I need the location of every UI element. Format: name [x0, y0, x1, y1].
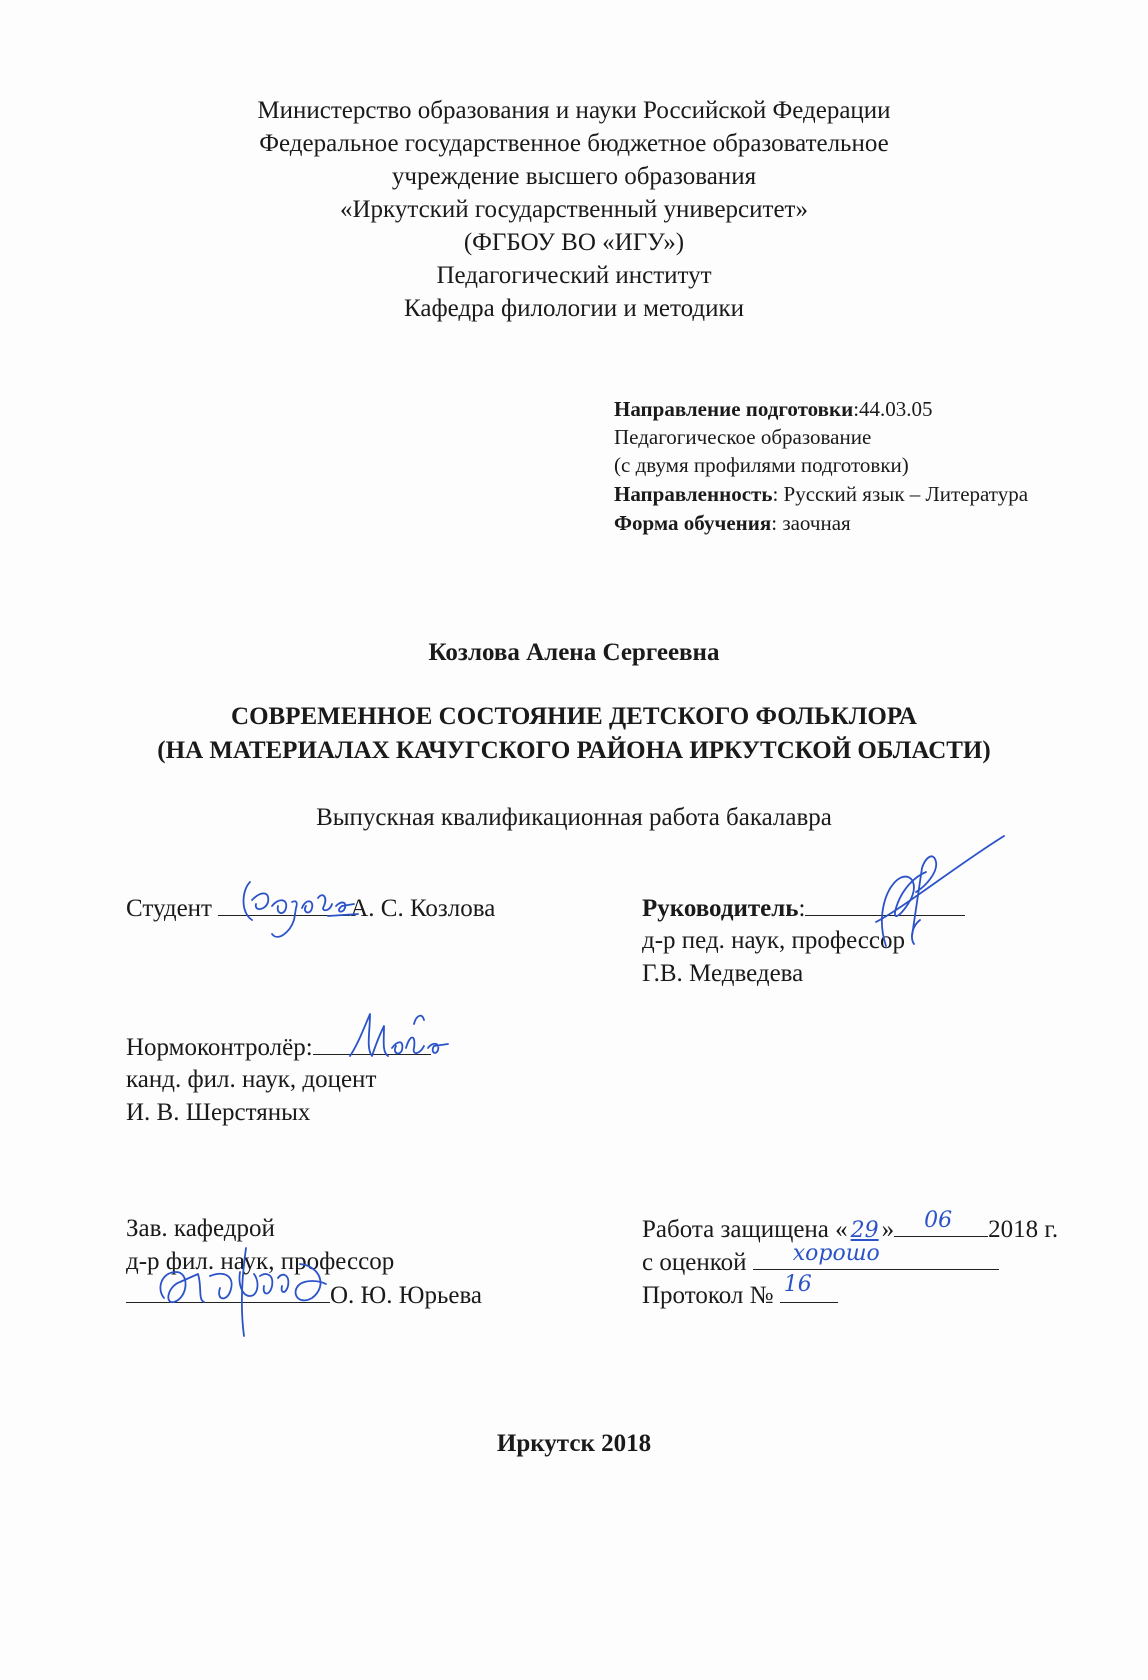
city-year: Иркутск 2018	[496, 1430, 652, 1457]
head-degree: д-р фил. наук, профессор	[126, 1248, 395, 1275]
supervisor-signature	[856, 826, 1016, 976]
head-signature	[150, 1236, 370, 1346]
grade-value: хорошо	[792, 1241, 880, 1266]
thesis-title-line-2: (НА МАТЕРИАЛАХ КАЧУГСКОГО РАЙОНА ИРКУТСКОЙ ОБЛАСТИ)	[157, 737, 991, 764]
institute-name: Педагогический институт	[436, 262, 712, 289]
head-name: О. Ю. Юрьева	[330, 1282, 483, 1309]
grade-line	[642, 1241, 999, 1278]
defense-month-line	[894, 1208, 988, 1237]
direction-label: Направление подготовки	[614, 397, 854, 421]
institution-line-2: учреждение высшего образования	[391, 163, 757, 190]
direction-value: :44.03.05	[853, 397, 933, 421]
normcontroller-name: И. В. Шерстяных	[126, 1099, 311, 1126]
author-name: Козлова Алена Сергеевна	[428, 639, 720, 666]
protocol-line	[642, 1272, 838, 1311]
normcontroller-degree: канд. фил. наук, доцент	[126, 1066, 377, 1093]
grade-label: с оценкой	[642, 1249, 747, 1276]
supervisor-name: Г.В. Медведева	[642, 960, 804, 987]
student-label: Студент	[126, 895, 212, 922]
supervisor-degree: д-р пед. наук, профессор	[642, 927, 906, 954]
direction-line-3: (с двумя профилями подготовки)	[614, 453, 909, 477]
form-value: : заочная	[771, 511, 851, 535]
institution-line-1: Федеральное государственное бюджетное образовательное	[259, 130, 889, 157]
supervisor-colon: :	[798, 895, 806, 922]
grade-line-blank	[753, 1241, 999, 1270]
direction-line-2: Педагогическое образование	[614, 425, 872, 449]
supervisor-label: Руководитель	[642, 895, 799, 922]
focus-label: Направленность	[614, 482, 773, 506]
department-name: Кафедра филологии и методики	[404, 295, 744, 322]
head-label: Зав. кафедрой	[126, 1215, 275, 1242]
student-name: А. С. Козлова	[350, 895, 496, 922]
university-name: «Иркутский государственный университет»	[340, 196, 808, 223]
normcontroller-signature	[344, 1004, 464, 1074]
focus-value: : Русский язык – Литература	[772, 482, 1029, 506]
focus-line	[614, 481, 1028, 507]
defense-year: 2018 г.	[988, 1216, 1059, 1243]
defense-day: 29	[850, 1218, 879, 1243]
ministry-line: Министерство образования и науки Российской Федерации	[257, 97, 891, 124]
protocol-line-blank	[780, 1272, 838, 1303]
defense-text: Работа защищена «	[642, 1216, 848, 1243]
normcontroller-label: Нормоконтролёр:	[126, 1034, 313, 1061]
form-label: Форма обучения	[614, 511, 772, 535]
protocol-label: Протокол №	[642, 1282, 774, 1309]
defense-month: 06	[924, 1208, 953, 1233]
university-abbr: (ФГБОУ ВО «ИГУ»)	[463, 229, 685, 256]
direction-line	[614, 396, 933, 422]
defense-quote-close: »	[881, 1216, 895, 1243]
thesis-title-line-1: СОВРЕМЕННОЕ СОСТОЯНИЕ ДЕТСКОГО ФОЛЬКЛОРА	[231, 703, 917, 730]
form-line	[614, 510, 851, 536]
work-type: Выпускная квалификационная работа бакалавра	[316, 804, 832, 831]
student-signature	[232, 872, 372, 952]
protocol-number: 16	[783, 1272, 812, 1297]
